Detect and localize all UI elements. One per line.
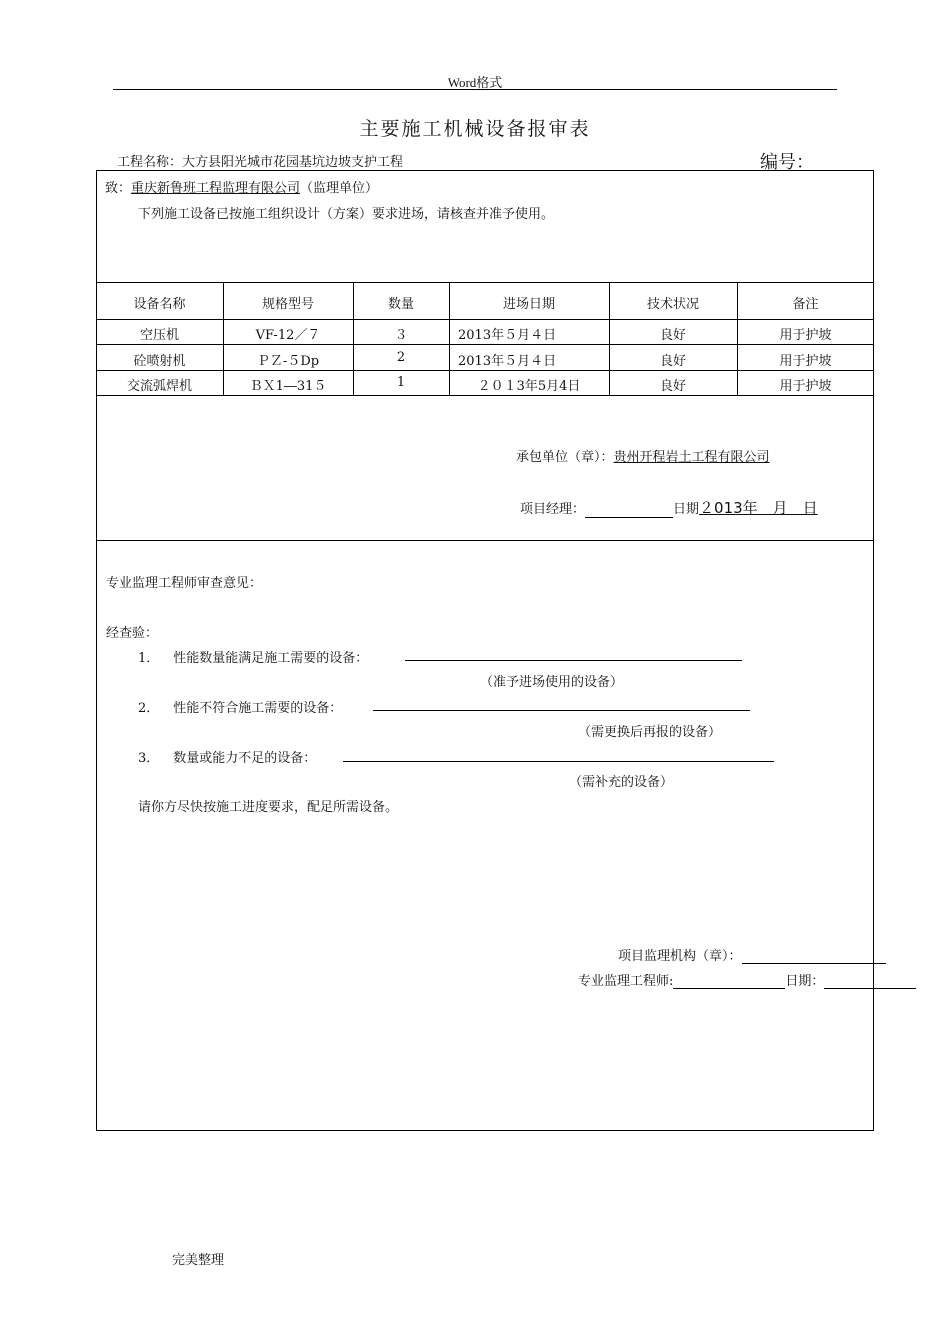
addressee-line xyxy=(105,177,378,196)
org-label: 项目监理机构（章）： xyxy=(618,949,742,964)
page-footer: 完美整理 xyxy=(172,1252,225,1267)
review-date-label: 日期： xyxy=(785,974,825,989)
form-title: 主要施工机械设备报审表 xyxy=(359,118,591,140)
project-label: 工程名称： xyxy=(117,155,183,170)
engineer-label: 专业监理工程师: xyxy=(578,974,674,989)
contractor-line xyxy=(516,446,770,465)
engineer-line xyxy=(578,970,916,989)
table-cell: 2013年５月４日 xyxy=(458,354,557,369)
table-cell: 2 xyxy=(396,350,406,365)
contractor-name: 贵州开程岩土工程有限公司 xyxy=(613,450,770,465)
table-cell: ３ xyxy=(394,328,408,343)
org-seal-field[interactable] xyxy=(742,949,886,964)
review-item-2-note: （需更换后再报的设备） xyxy=(578,725,722,740)
section-rule xyxy=(96,540,874,541)
table-cell: 用于护坡 xyxy=(779,354,832,369)
table-header-quantity: 数量 xyxy=(387,297,414,312)
review-item-1-note: （准予进场使用的设备） xyxy=(480,675,624,690)
header-rule xyxy=(113,89,837,90)
review-item-1 xyxy=(138,647,368,666)
table-cell: 2013年５月４日 xyxy=(458,328,557,343)
date-label: 日期 xyxy=(673,502,700,517)
table-cell: 空压机 xyxy=(139,328,179,343)
review-item-2 xyxy=(138,697,342,716)
manager-signature-field[interactable] xyxy=(585,503,673,518)
org-seal-line xyxy=(618,945,886,964)
review-item-3 xyxy=(138,747,316,766)
table-header-condition: 技术状况 xyxy=(646,297,699,312)
review-heading: 专业监理工程师审查意见： xyxy=(106,576,263,591)
review-item-2-field[interactable] xyxy=(373,710,750,711)
supervision-unit: 重庆新鲁班工程监理有限公司 xyxy=(131,181,301,196)
table-cell: 良好 xyxy=(659,328,686,343)
review-item-text: 性能不符合施工需要的设备： xyxy=(173,701,343,716)
table-cell: ＢＸ1―31５ xyxy=(249,379,327,394)
table-cell: 良好 xyxy=(659,354,686,369)
review-item-text: 数量或能力不足的设备： xyxy=(173,751,317,766)
table-cell: VF-12／７ xyxy=(255,328,321,343)
review-closing: 请你方尽快按施工进度要求，配足所需设备。 xyxy=(138,800,399,815)
date-value: ２013年 月 日 xyxy=(699,499,818,517)
review-item-number: 2． xyxy=(138,701,160,716)
table-header-name: 设备名称 xyxy=(133,297,186,312)
review-item-1-field[interactable] xyxy=(405,660,742,661)
project-name: 大方县阳光城市花园基坑边坡支护工程 xyxy=(182,155,404,170)
table-header-date: 进场日期 xyxy=(502,297,555,312)
review-item-3-note: （需补充的设备） xyxy=(569,775,674,790)
table-bottom-rule xyxy=(96,395,874,396)
review-item-number: 3． xyxy=(138,751,160,766)
review-item-3-field[interactable] xyxy=(343,761,774,762)
table-header-model: 规格型号 xyxy=(261,297,314,312)
table-cell: ２０１3年5月4日 xyxy=(477,379,581,394)
table-cell: 1 xyxy=(396,375,406,390)
intro-text: 下列施工设备已按施工组织设计（方案）要求进场，请核查并准予使用。 xyxy=(138,207,555,222)
review-checked: 经查验： xyxy=(106,626,159,641)
table-row-rule xyxy=(96,344,874,345)
review-date-field[interactable] xyxy=(824,974,916,989)
table-header-remark: 备注 xyxy=(792,297,819,312)
table-top-rule xyxy=(96,282,874,283)
table-cell: 交流弧焊机 xyxy=(126,379,192,394)
table-cell: 用于护坡 xyxy=(779,328,832,343)
page-header: Word格式 xyxy=(447,75,503,90)
review-item-text: 性能数量能满足施工需要的设备： xyxy=(173,651,369,666)
review-item-number: 1． xyxy=(138,651,160,666)
table-header-rule xyxy=(96,319,874,320)
addressee-suffix: （监理单位） xyxy=(300,181,379,196)
table-cell: 良好 xyxy=(659,379,686,394)
manager-line xyxy=(520,497,818,518)
manager-label: 项目经理： xyxy=(520,502,586,517)
table-cell: 砼喷射机 xyxy=(133,354,186,369)
table-row-rule xyxy=(96,370,874,371)
engineer-signature-field[interactable] xyxy=(673,974,785,989)
table-cell: 用于护坡 xyxy=(779,379,832,394)
contractor-label: 承包单位（章）： xyxy=(516,450,614,465)
table-cell: ＰＺ-５Dp xyxy=(256,354,320,369)
number-label: 编号： xyxy=(760,152,814,173)
project-line xyxy=(117,151,403,170)
addressee-prefix: 致： xyxy=(105,181,132,196)
